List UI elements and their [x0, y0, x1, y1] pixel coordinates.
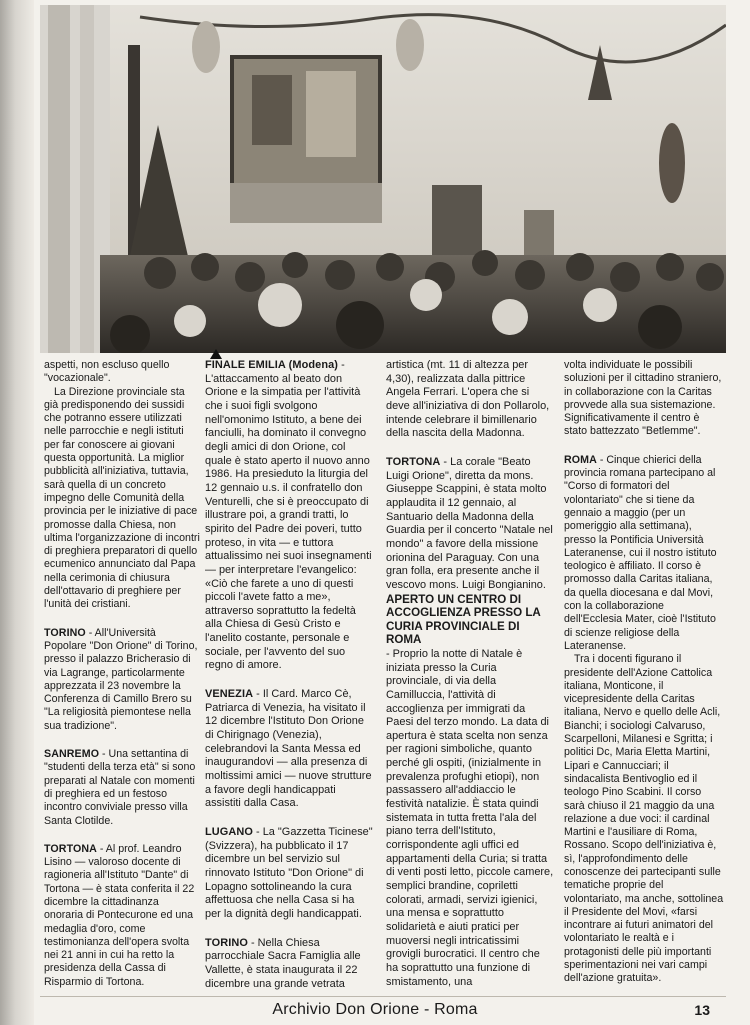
news-text: - L'attaccamento al beato don Orione e la simpatia per l'attività che i suoi figli svolgono nell'omonimo Istituto, a bene dei fanciulli, ha dominato il convegno degli amici di don Orione, col quale è stato aperto il nuovo anno 1986. Ha presieduto la liturgia del 12 gennaio u.s. il confratello don Venturelli, che si è preoccupato di illustrare poi, a grandi tratti, lo spirito del Padre dei poveri, tutto proteso, in vita — e tuttora attualissimo nei suoi insegnamenti — per interpretare l'evangelico: «Ciò che farete a uno di questi piccoli l'avete fatto a me», attraverso soprattutto la fedeltà alla Chiesa di Gesù Cristo e l'anelito costante, personale e sociale, per l'avvento del suo regno di amore. [205, 359, 372, 672]
news-item-torino-2 [205, 937, 373, 992]
column-2 [205, 359, 373, 991]
article-text: La Direzione provinciale sta già predisponendo dei sussidi che potranno essere utilizzati nelle parrocchie e negli istituti per far conoscere ai giovani questa opportunità. La miglior pubblicità all'iniziativa, tuttavia, sarà quella di un concreto impegno delle Comunità della provincia per le iniziative di pace promosse dalla Chiesa, non ultima l'organizzazione di incontri di preghiera preparatori di quello ecumenico annunciato dal Papa nella cerimonia di chiusura dell'ottavario di preghiere per l'unità dei cristiani. [44, 385, 200, 611]
column-4 [564, 359, 724, 986]
page-footer [0, 1001, 750, 1023]
dateline: FINALE EMILIA (Modena) [205, 359, 339, 371]
news-item-roma [564, 454, 724, 653]
column-3 [386, 359, 554, 989]
news-text: - All'Università Popolare "Don Orione" di Torino, presso il palazzo Bricherasio di via Lagrange, particolarmente apprezzata il 23 novembre la Conferenza di Camillo Brero su "La religiosità piemontese nella sua tradizione". [44, 626, 198, 732]
news-text: - La corale "Beato Luigi Orione", diretta da mons. Giuseppe Scappini, è stata molto applaudita il 12 gennaio, al Santuario della Madonna della Guardia per il concerto "Natale nel mondo" a favore della missione orionina del Paraguay. Con una gran folla, era presente anche il vescovo mons. Luigi Bongianino. [386, 455, 553, 591]
news-text: - Una settantina di "studenti della terza età" si sono preparati al Natale con momenti di preghiera ed un festoso incontro conviviale presso villa Santa Clotilde. [44, 748, 196, 827]
dateline: TORINO [205, 936, 248, 949]
news-item-lugano [205, 826, 373, 922]
dateline: SANREMO [44, 748, 100, 761]
news-text: - Cinque chierici della provincia romana partecipano al "Corso di formatori del volontariato" che si tiene da gennaio a maggio (per un pomeriggio alla settimana), presso la Pontificia Università Lateranense, cui il nostro istituto teologico è affiliato. Il corso è promosso dalla Caritas italiana, da quella diocesana e dal Movi, con la collaborazione dell'Ecclesia Mater, cioè l'Istituto di scienze religiose della Lateranense. [564, 453, 717, 652]
dateline: TORINO [44, 626, 86, 639]
dateline: VENEZIA [205, 688, 254, 701]
news-item-sanremo [44, 748, 200, 828]
page-binding-shadow [0, 0, 34, 1025]
dateline: TORTONA [386, 455, 441, 468]
dateline: ROMA [564, 453, 597, 466]
conference-hall-photo [40, 5, 726, 353]
footer-divider [40, 996, 726, 997]
column-1 [44, 359, 200, 989]
news-item-venezia [205, 688, 373, 811]
news-text: - Al prof. Leandro Lisino — valoroso docente di ragioneria all'Istituto "Dante" di Tortona — è stata conferita il 22 dicembre la cittadinanza onoraria di Pontecurone ed una medaglia d'oro, come testimonianza dell'opera svolta nei 21 anni in cui ha retto la presidenza della Cassa di Risparmio di Tortona. [44, 842, 195, 988]
article-text: - Proprio la notte di Natale è iniziata presso la Curia provinciale, di via della Camilluccia, l'attività di accoglienza per immigrati da Paesi del terzo mondo. La data di apertura è stata scelta non senza per ragioni simboliche, quanto perché gli ospiti, (inizialmente in prevalenza profughi etiopi), non passassero all'addiaccio le festività natalizie. È stata quindi sistemata in tutta fretta l'ala del piano terra dell'Istituto, corrispondente agli uffici ed appartamenti della Curia; si tratta di venti posti letto, piccole camere, semplici brandine, copriletti colorati, armadi, servizi igienici, una mensa e soprattutto solidarietà e aiuti pratici per muoversi negli intricatissimi grovigli burocratici. Il centro che ha soprattutto una funzione di smistamento, una [386, 647, 554, 988]
news-text: - Il Card. Marco Cè, Patriarca di Venezia, ha visitato il 12 dicembre l'Istituto Don Orione di Chirignago (Venezia), celebrandovi la Santa Messa ed inaugurandovi — alla presenza di moltissimi amici — nuove strutture a favore degli handicappati assistiti dalla Casa. [205, 688, 372, 810]
page-number: 13 [694, 1002, 710, 1018]
article-text: volta individuate le possibili soluzioni per il cittadino straniero, in collaborazione con la Caritas provvede alla sua sistemazione. Significativamente il centro è stato battezzato "Betlemme". [564, 359, 722, 438]
news-item-tortona-2 [386, 456, 554, 593]
news-item-finale-emilia [205, 359, 373, 673]
article-text: artistica (mt. 11 di altezza per 4,30), realizzata dalla pittrice Angela Ferrari. L'opera che si deve all'iniziativa di don Pollarolo, intende celebrare il bimillenario della nascita della Madonna. [386, 359, 550, 440]
photo-illustration [40, 5, 726, 353]
photo-caption-marker-icon [210, 349, 222, 359]
news-item-torino [44, 627, 200, 733]
news-text: - La "Gazzetta Ticinese" (Svizzera), ha pubblicato il 17 dicembre un bel servizio sul rinnovato Istituto "Don Orione" di Lopagno sottolineando la cura affettuosa che nella Casa si ha per la dignità degli handicappati. [205, 826, 373, 920]
archive-credit: Archivio Don Orione - Roma [272, 1001, 478, 1018]
news-text: - Nella Chiesa parrocchiale Sacra Famiglia alle Vallette, è stata inaugurata il 22 dicembre una grande vetrata [205, 936, 361, 990]
article-text: aspetti, non escluso quello "vocazionale". [44, 359, 170, 385]
dateline: TORTONA [44, 842, 97, 855]
dateline: LUGANO [205, 826, 253, 838]
news-item-tortona [44, 843, 200, 989]
section-headline: APERTO UN CENTRO DI ACCOGLIENZA PRESSO LA CURIA PROVINCIALE DI ROMA [386, 592, 541, 647]
article-text: Tra i docenti figurano il presidente dell'Azione Cattolica italiana, Monticone, il vicepresidente della Caritas italiana, Nervo e quello delle Acli, Bianchi; i sociologi Calvaruso, Scarpelloni, Milanesi e Sgritta; i politici Dc, Maria Eletta Martini, Lipari e Cannucciari; il sindacalista Bentivoglio ed il teologo Pino Scabini. Il corso sarà chiuso il 21 maggio da una relazione a due voci: il cardinal Martini e l'ausiliare di Roma, Rossano. Scopo dell'iniziativa è, sì, l'approfondimento delle conoscenze dei partecipanti sulle tematiche proprie del volontariato, ma anche, sottolinea il Presidente del Movi, «farsi incontrare ai futuri animatori del volontariato le realtà e i protagonisti delle più importanti sperimentazioni nei vari campi dell'azione gratuita». [564, 653, 724, 985]
